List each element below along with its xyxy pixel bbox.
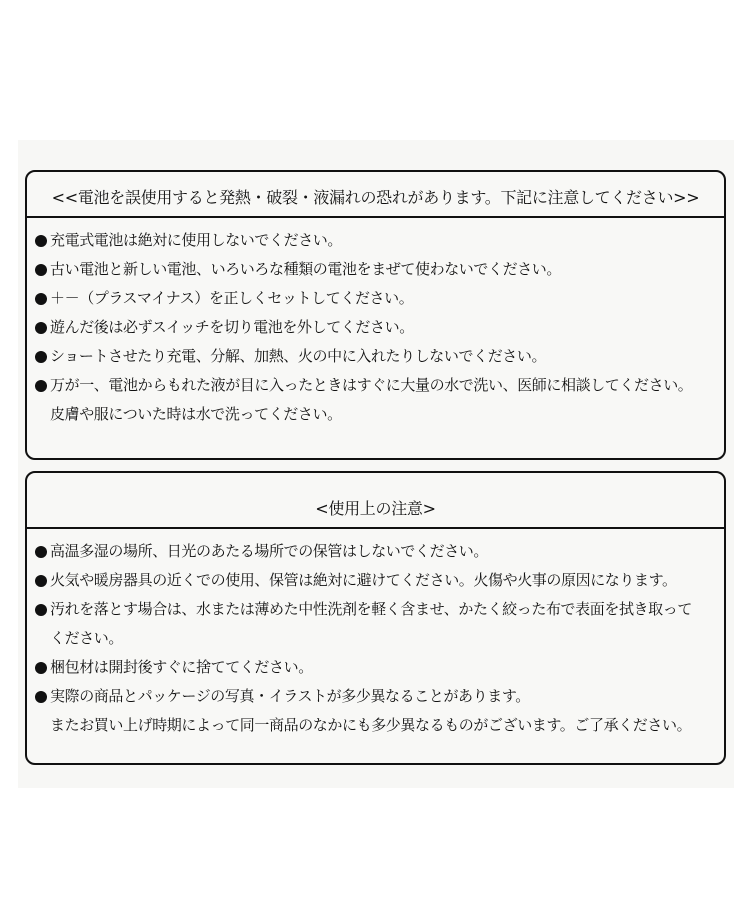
- battery-warning-panel: [25, 170, 726, 460]
- bullet-icon: [35, 575, 47, 587]
- item-text: 遊んだ後は必ずスイッチを切り電池を外してください。: [50, 318, 414, 336]
- item-text-continued: 皮膚や服についた時は水で洗ってください。: [50, 405, 342, 423]
- bullet-icon: [35, 322, 47, 334]
- item-text: 充電式電池は絶対に使用しないでください。: [50, 231, 343, 249]
- list-item: [35, 688, 718, 734]
- item-text: 汚れを落とす場合は、水または薄めた中性洗剤を軽く含ませ、かたく絞った布で表面を拭き取って: [50, 600, 692, 618]
- bullet-icon: [35, 293, 47, 305]
- list-item: [35, 601, 718, 647]
- bullet-icon: [35, 351, 47, 363]
- list-item: [35, 572, 718, 589]
- item-text: 高温多湿の場所、日光のあたる場所での保管はしないでください。: [50, 542, 489, 560]
- list-item: [35, 319, 718, 336]
- item-text: ショートさせたり充電、分解、加熱、火の中に入れたりしないでください。: [50, 347, 547, 365]
- instruction-sheet: [18, 140, 734, 788]
- item-text: 火気や暖房器具の近くでの使用、保管は絶対に避けてください。火傷や火事の原因になります。: [50, 571, 677, 589]
- bullet-icon: [35, 662, 47, 674]
- item-text: 古い電池と新しい電池、いろいろな種類の電池をまぜて使わないでください。: [50, 260, 562, 278]
- usage-caution-title: <使用上の注意>: [27, 473, 724, 529]
- usage-caution-panel: [25, 471, 726, 765]
- bullet-icon: [35, 604, 47, 616]
- item-text: ＋－（プラスマイナス）を正しくセットしてください。: [50, 289, 414, 307]
- list-item: [35, 232, 718, 249]
- item-text: 万が一、電池からもれた液が目に入ったときはすぐに大量の水で洗い、医師に相談してください。: [50, 376, 693, 394]
- list-item: [35, 377, 718, 423]
- bullet-icon: [35, 691, 47, 703]
- item-text: 実際の商品とパッケージの写真・イラストが多少異なることがあります。: [50, 687, 530, 705]
- bullet-icon: [35, 235, 47, 247]
- battery-warning-list: [35, 232, 718, 435]
- item-text: 梱包材は開封後すぐに捨ててください。: [50, 658, 313, 676]
- usage-caution-list: [35, 543, 718, 746]
- list-item: [35, 543, 718, 560]
- list-item: [35, 261, 718, 278]
- bullet-icon: [35, 264, 47, 276]
- bullet-icon: [35, 546, 47, 558]
- item-text-continued: ください。: [50, 629, 124, 647]
- list-item: [35, 348, 718, 365]
- item-text-continued: またお買い上げ時期によって同一商品のなかにも多少異なるものがございます。ご了承ください。: [50, 716, 692, 734]
- list-item: [35, 290, 718, 307]
- battery-warning-title: <<電池を誤使用すると発熱・破裂・液漏れの恐れがあります。下記に注意してください>>: [27, 172, 724, 218]
- list-item: [35, 659, 718, 676]
- bullet-icon: [35, 380, 47, 392]
